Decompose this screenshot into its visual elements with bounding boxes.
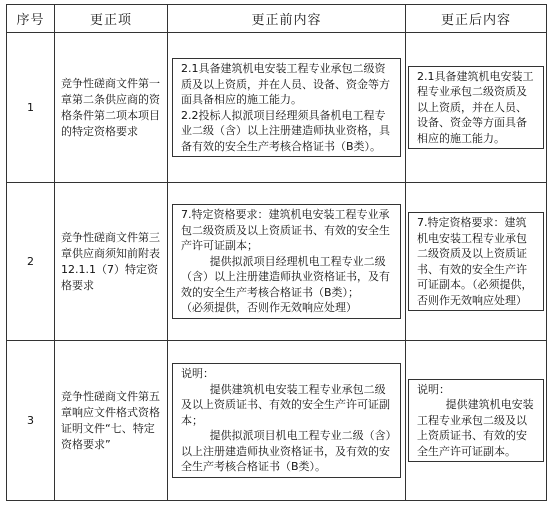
after-paragraph: 提供建筑机电安装工程专业承包二级及以上资质证书、有效的安全生产许可证副本。 xyxy=(417,398,534,458)
before-box xyxy=(172,363,401,478)
row-number: 1 xyxy=(7,33,55,183)
after-box xyxy=(408,66,544,150)
before-cell xyxy=(168,33,406,183)
header-before: 更正前内容 xyxy=(168,5,406,33)
after-paragraph: 7.特定资格要求：建筑机电安装工程专业承包二级资质及以上资质证书、有效的安全生产许可证副本。（必须提供，否则作无效响应处理） xyxy=(417,216,533,307)
before-paragraph: 提供建筑机电安装工程专业承包二级及以上资质证书、有效的安全生产许可证副本； xyxy=(181,382,390,427)
table-row xyxy=(7,183,547,341)
item-cell xyxy=(55,341,168,501)
after-paragraph: 2.1具备建筑机电安装工程专业承包二级资质及以上资质，并在人员、设备、资金等方面具备相应的施工能力。 xyxy=(417,69,534,145)
row-number: 2 xyxy=(7,183,55,341)
item-text: 竞争性磋商文件第一章第二条供应商的资格条件第二项本项目的特定资格要求 xyxy=(61,76,160,138)
before-paragraph: 2.2投标人拟派项目经理须具备机电工程专业二级（含）以上注册建造师执业资格，具备有效的安全生产考核合格证书（B类）。 xyxy=(181,108,390,153)
table-row xyxy=(7,341,547,501)
before-paragraph: 提供拟派项目机电工程专业二级（含）以上注册建造师执业资格证书，及有效的安全生产考核合格证书（B类）。 xyxy=(181,429,392,474)
before-paragraph: （必须提供，否则作无效响应处理） xyxy=(181,301,357,315)
table-row xyxy=(7,33,547,183)
after-paragraph: 说明： xyxy=(417,382,450,396)
after-box xyxy=(408,212,544,311)
item-text: 竞争性磋商文件第三章供应商须知前附表12.1.1（7）特定资格要求 xyxy=(61,230,160,292)
before-paragraph: 2.1具备建筑机电安装工程专业承包二级资质及以上资质，并在人员、设备、资金等方面具备相应的施工能力。 xyxy=(181,62,390,106)
after-cell xyxy=(406,183,547,341)
before-cell xyxy=(168,183,406,341)
header-no: 序号 xyxy=(7,5,55,33)
item-cell xyxy=(55,183,168,341)
amendment-table xyxy=(6,4,547,501)
before-box xyxy=(172,204,401,319)
header-row xyxy=(7,5,547,33)
header-item: 更正项 xyxy=(55,5,168,33)
item-cell xyxy=(55,33,168,183)
after-cell xyxy=(406,341,547,501)
before-cell xyxy=(168,341,406,501)
before-box xyxy=(172,58,401,157)
header-after: 更正后内容 xyxy=(406,5,547,33)
before-paragraph: 7.特定资格要求：建筑机电安装工程专业承包二级资质及以上资质证书、有效的安全生产许可证副本； xyxy=(181,208,390,253)
after-box xyxy=(408,379,544,463)
before-paragraph: 说明： xyxy=(181,367,214,381)
item-text: 竞争性磋商文件第五章响应文件格式资格证明文件“七、特定资格要求” xyxy=(61,389,160,451)
row-number: 3 xyxy=(7,341,55,501)
before-paragraph: 提供拟派项目经理机电工程专业二级（含）以上注册建造师执业资格证书，及有效的安全生产考核合格证书（B类）； xyxy=(181,254,390,299)
after-cell xyxy=(406,33,547,183)
